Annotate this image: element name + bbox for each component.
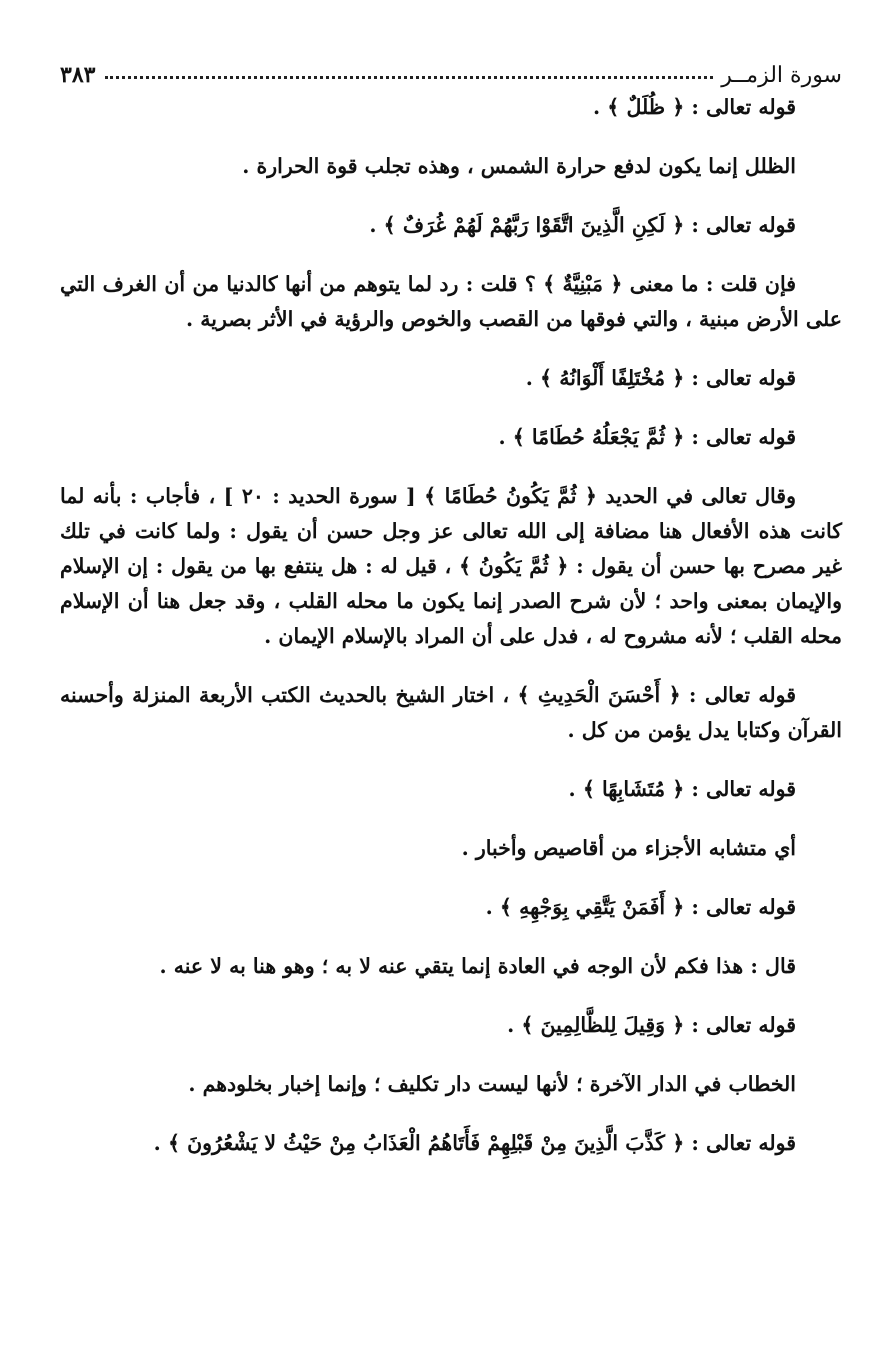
paragraph: قال : هذا فكم لأن الوجه في العادة إنما يتقي عنه لا به ؛ وهو هنا به لا عنه . [159, 954, 796, 978]
paragraph: الظلل إنما يكون لدفع حرارة الشمس ، وهذه تجلب قوة الحرارة . [242, 154, 796, 178]
paragraph: وقال تعالى في الحديد ﴿ ثُمَّ يَكُونُ حُطَامًا ﴾ [ سورة الحديد : ٢٠ ] ، فأجاب : بأنه لما كانت هذه الأفعال هنا مضافة إلى الله تعالى عز وجل حسن أن يقول : ولما كانت في تلك غير مصرح بها حسن أن يقول : ﴿ ثُمَّ يَكُونُ ﴾ ، قيل له : هل ينتفع بها من يقول : إن الإسلام والإيمان بمعنى واحد ؛ لأن شرح الصدر إنما يكون ما محله القلب ، وقد جعل هنا أن الإسلام محله القلب ؛ لأنه مشروح له ، فدل على أن المراد بالإسلام الإيمان . [60, 484, 842, 648]
paragraph: الخطاب في الدار الآخرة ؛ لأنها ليست دار تكليف ؛ وإنما إخبار بخلودهم . [188, 1072, 796, 1096]
paragraph: قوله تعالى : ﴿ وَقِيلَ لِلظَّالِمِينَ ﴾ . [507, 1013, 796, 1037]
paragraph: قوله تعالى : ﴿ ظُلَلٌ ﴾ . [593, 95, 796, 119]
paragraph: قوله تعالى : ﴿ ثُمَّ يَجْعَلُهُ حُطَامًا ﴾ . [498, 425, 796, 449]
paragraph: قوله تعالى : ﴿ لَكِنِ الَّذِينَ اتَّقَوْا رَبَّهُمْ لَهُمْ غُرَفٌ ﴾ . [369, 213, 796, 237]
surah-name: سورة الزمــر [721, 63, 842, 88]
paragraph: قوله تعالى : ﴿ مُخْتَلِفًا أَلْوَانُهُ ﴾ . [525, 366, 796, 390]
paragraph: فإن قلت : ما معنى ﴿ مَبْنِيَّةٌ ﴾ ؟ قلت : رد لما يتوهم من أنها كالدنيا من أن الغرف التي على الأرض مبنية ، والتي فوقها من القصب والخوص والرؤية في الأثر بصرية . [60, 272, 842, 331]
running-header [60, 48, 842, 88]
page-number: ٣٨٣ [60, 62, 96, 88]
paragraph: قوله تعالى : ﴿ أَحْسَنَ الْحَدِيثِ ﴾ ، اختار الشيخ بالحديث الكتب الأربعة المنزلة وأحسنه القرآن وكتابا يدل يؤمن من كل . [60, 683, 842, 742]
paragraph: أي متشابه الأجزاء من أقاصيص وأخبار . [461, 836, 796, 860]
paragraph: قوله تعالى : ﴿ أَفَمَنْ يَتَّقِي بِوَجْهِهِ ﴾ . [485, 895, 796, 919]
book-page [60, 48, 842, 1161]
dotted-leader [105, 76, 713, 79]
paragraph: قوله تعالى : ﴿ مُتَشَابِهًا ﴾ . [568, 777, 796, 801]
paragraph: قوله تعالى : ﴿ كَذَّبَ الَّذِينَ مِنْ قَبْلِهِمْ فَأَتَاهُمُ الْعَذَابُ مِنْ حَيْثُ لا يَشْعُرُونَ ﴾ . [153, 1131, 796, 1155]
